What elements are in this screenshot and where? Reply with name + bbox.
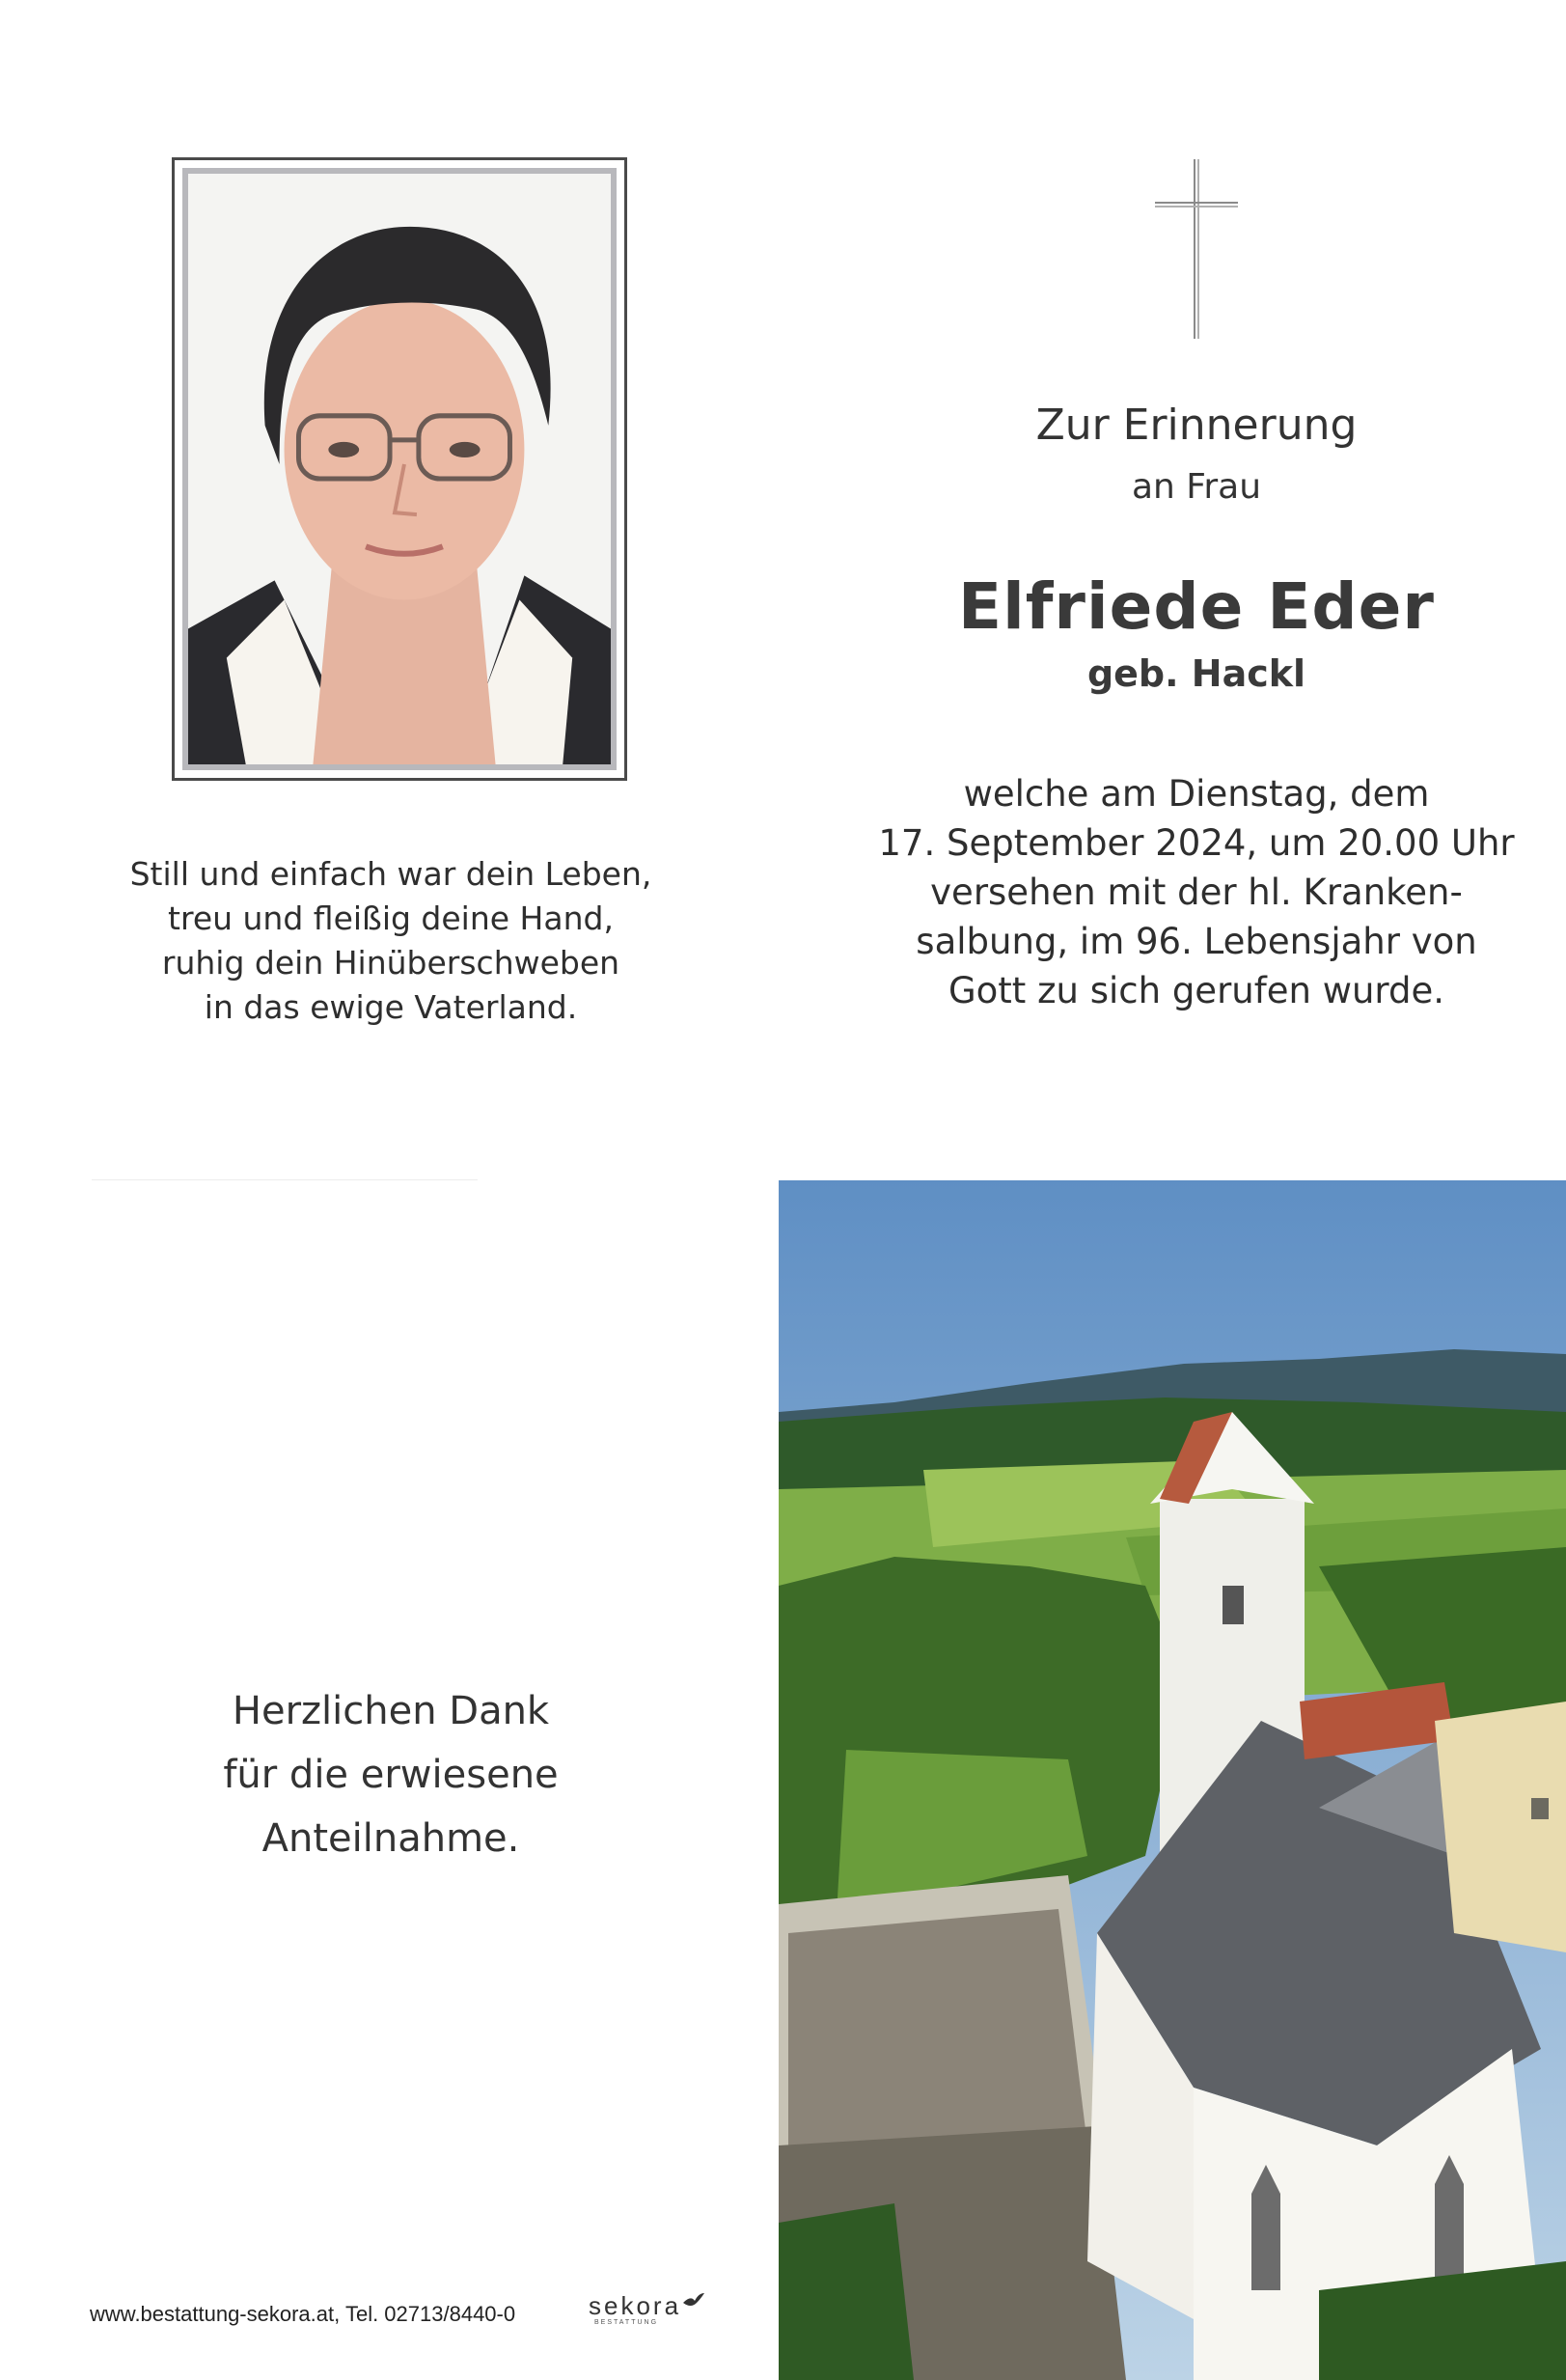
death-notice-line: 17. September 2024, um 20.00 Uhr [878, 822, 1515, 864]
death-notice-line: versehen mit der hl. Kranken- [930, 872, 1463, 913]
divider [92, 1179, 478, 1180]
logo-subtext: BESTATTUNG [594, 2319, 659, 2326]
portrait-illustration [188, 174, 611, 764]
thanks-line: Herzlichen Dank [232, 1689, 550, 1733]
portrait-photo [182, 168, 617, 770]
bird-icon [681, 2291, 706, 2314]
death-notice-line: welche am Dienstag, dem [963, 773, 1430, 815]
thanks-line: für die erwiesene [223, 1753, 559, 1797]
cross-icon [1153, 157, 1240, 341]
thanks-line: Anteilnahme. [261, 1816, 520, 1861]
memorial-poem [116, 852, 666, 1030]
deceased-name: Elfriede Eder [958, 569, 1435, 644]
death-notice-line: Gott zu sich gerufen wurde. [948, 970, 1445, 1011]
thank-you-message [154, 1679, 627, 1870]
poem-line: Still und einfach war dein Leben, [129, 855, 652, 893]
poem-line: ruhig dein Hinüberschweben [161, 944, 620, 982]
sekora-logo [589, 2291, 706, 2326]
maiden-name: geb. Hackl [1086, 652, 1306, 695]
death-notice-line: salbung, im 96. Lebensjahr von [916, 921, 1477, 962]
footer-contact: www.bestattung-sekora.at, Tel. 02713/8440-0 [90, 2302, 516, 2326]
portrait-frame [172, 157, 627, 781]
logo-text: sekora [589, 2291, 682, 2320]
memory-title: Zur Erinnerung [1035, 401, 1358, 450]
death-notice [849, 769, 1544, 1015]
honorific: an Frau [1131, 467, 1262, 507]
poem-line: treu und fleißig deine Hand, [168, 899, 614, 937]
poem-line: in das ewige Vaterland. [204, 988, 578, 1026]
church-photo [779, 1180, 1566, 2380]
